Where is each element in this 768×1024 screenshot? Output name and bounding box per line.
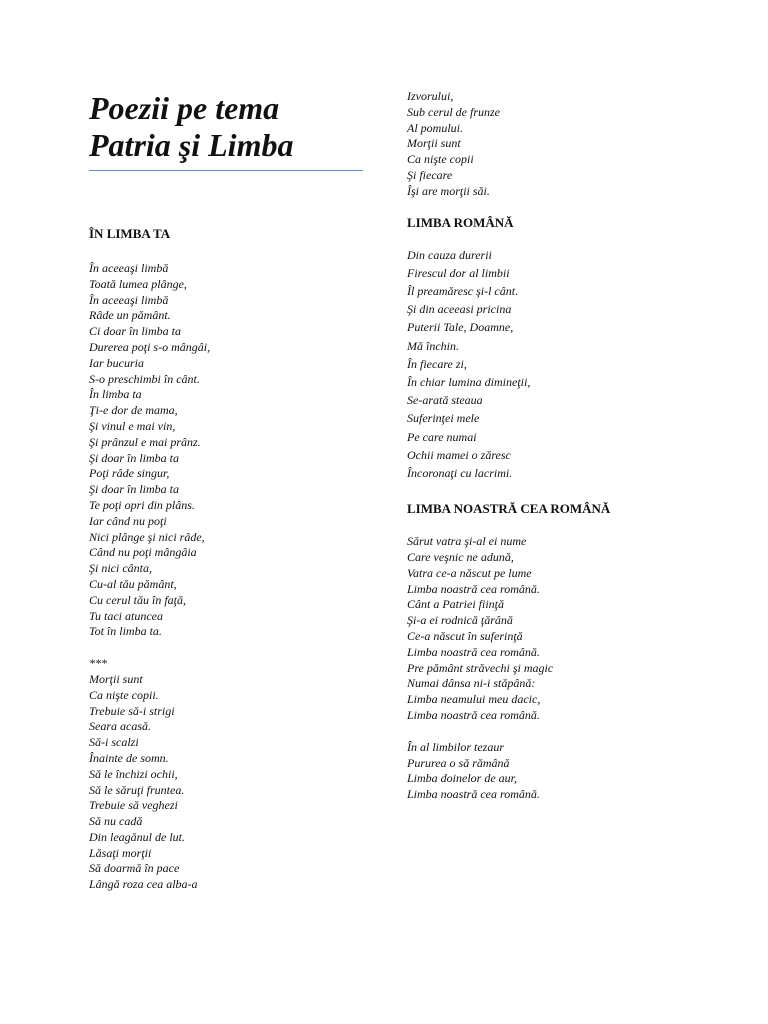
poem-line: Şi din aceeasi pricina bbox=[407, 302, 512, 317]
poem-line: S-o preschimbi în cânt. bbox=[89, 371, 200, 386]
poem-line: Vatra ce-a născut pe lume bbox=[407, 565, 532, 580]
poem-line: Cânt a Patriei fiinţă bbox=[407, 597, 505, 612]
poem-heading-limba-romana: LIMBA ROMÂNĂ bbox=[407, 214, 514, 230]
poem-line: Morţii sunt bbox=[407, 136, 461, 151]
poem-line: Limba noastră cea română. bbox=[407, 787, 540, 802]
poem-line: În chiar lumina dimineţii, bbox=[407, 375, 531, 389]
poem-line: Ca nişte copii. bbox=[89, 687, 159, 702]
title-underline-rule bbox=[89, 170, 363, 171]
poem-line: În limba ta bbox=[89, 387, 142, 402]
poem-line: Să doarmă în pace bbox=[89, 861, 180, 876]
poem-line: Din cauza durerii bbox=[407, 247, 492, 262]
poem-line: Trebuie să-i strigi bbox=[89, 703, 175, 718]
poem-line: În al limbilor tezaur bbox=[407, 739, 505, 754]
poem-line: Poţi râde singur, bbox=[89, 466, 170, 481]
poem-line: Râde un pământ. bbox=[89, 308, 171, 323]
poem-line: Sărut vatra şi-al ei nume bbox=[407, 534, 527, 549]
poem-line: Lângă roza cea alba-a bbox=[89, 877, 198, 892]
poem-line: Tot în limba ta. bbox=[89, 624, 162, 639]
poem-line: Şi-a ei rodnică ţărână bbox=[407, 613, 513, 628]
poem-line: Înainte de somn. bbox=[89, 750, 169, 765]
poem-limba-noastra-stanza-1 bbox=[407, 534, 707, 724]
poem-line: Cu cerul tău în faţă, bbox=[89, 592, 186, 607]
poem-line: Şi doar în limba ta bbox=[89, 482, 180, 497]
poem-line: Să le închizi ochii, bbox=[89, 766, 178, 781]
poem-mortii-sunt bbox=[89, 656, 379, 893]
poem-line: Toată lumea plânge, bbox=[89, 276, 187, 291]
poem-line: În aceeaşi limbă bbox=[89, 261, 169, 275]
poem-line: Firescul dor al limbii bbox=[407, 265, 510, 280]
poem-line: Ţi-e dor de mama, bbox=[89, 403, 178, 418]
poem-line: Limba noastră cea română. bbox=[407, 644, 540, 659]
poem-line: Încoronaţi cu lacrimi. bbox=[407, 466, 513, 481]
poem-line: Care veşnic ne adună, bbox=[407, 550, 514, 565]
poem-line: Mă închin. bbox=[407, 338, 459, 353]
left-column bbox=[89, 226, 379, 893]
poem-line: Şi fiecare bbox=[407, 167, 453, 182]
poem-line: Sub cerul de frunze bbox=[407, 104, 500, 119]
poem-mortii-sunt-continuation bbox=[407, 89, 707, 200]
poem-limba-romana bbox=[407, 246, 707, 483]
poem-line: Limba noastră cea română. bbox=[407, 707, 540, 722]
poem-line: Îl preamăresc şi-l cânt. bbox=[407, 283, 519, 298]
poem-line: Îşi are morţii săi. bbox=[407, 183, 490, 198]
poem-line: Pre pământ străvechi şi magic bbox=[407, 660, 554, 675]
poem-line: Ochii mamei o zăresc bbox=[407, 447, 511, 462]
poem-line: În fiecare zi, bbox=[407, 356, 467, 371]
right-column bbox=[407, 89, 707, 803]
poem-line: Să nu cadă bbox=[89, 814, 143, 829]
poem-line: Suferinţei mele bbox=[407, 411, 480, 426]
poem-line: Limba neamului meu dacic, bbox=[407, 692, 541, 707]
document-title bbox=[89, 90, 379, 164]
poem-line: Cu-al tău pământ, bbox=[89, 576, 177, 591]
poem-line: Al pomului. bbox=[407, 120, 463, 135]
poem-line: Nici plânge şi nici râde, bbox=[89, 529, 205, 544]
poem-line: Iar când nu poţi bbox=[89, 513, 167, 528]
poem-line: Şi vinul e mai vin, bbox=[89, 418, 176, 433]
poem-heading-limba-noastra: LIMBA NOASTRĂ CEA ROMÂNĂ bbox=[407, 501, 611, 517]
title-line-1: Poezii pe tema bbox=[89, 90, 280, 126]
poem-line: Izvorului, bbox=[407, 89, 454, 103]
poem-line: Durerea poţi s-o mângâi, bbox=[89, 339, 211, 354]
poem-line: Limba doinelor de aur, bbox=[407, 771, 518, 786]
poem-line: Te poţi opri din plâns. bbox=[89, 497, 195, 512]
poem-line: Şi doar în limba ta bbox=[89, 450, 180, 465]
poem-line: Din leagănul de lut. bbox=[89, 829, 185, 844]
title-line-2: Patria şi Limba bbox=[89, 127, 294, 163]
poem-line: Lăsaţi morţii bbox=[89, 845, 152, 860]
poem-line: Şi prânzul e mai prânz. bbox=[89, 434, 201, 449]
poem-line: Pe care numai bbox=[407, 429, 477, 444]
poem-line: Şi nici cânta, bbox=[89, 561, 152, 576]
poem-line: Se-arată steaua bbox=[407, 393, 483, 408]
poem-line: Ce-a născut în suferinţă bbox=[407, 629, 523, 643]
poem-line: *** bbox=[89, 656, 107, 671]
poem-line: Pururea o să rămână bbox=[407, 755, 510, 770]
poem-line: Puterii Tale, Doamne, bbox=[407, 320, 514, 335]
poem-line: Numai dânsa ni-i stăpână: bbox=[407, 676, 536, 691]
poem-line: Iar bucuria bbox=[89, 355, 144, 370]
poem-in-limba-ta bbox=[89, 261, 379, 640]
poem-heading-in-limba-ta: ÎN LIMBA TA bbox=[89, 226, 171, 241]
poem-line: Trebuie să veghezi bbox=[89, 798, 178, 813]
poem-line: Când nu poţi mângâia bbox=[89, 545, 197, 560]
poem-line: Morţii sunt bbox=[89, 671, 143, 686]
poem-line: În aceeaşi limbă bbox=[89, 292, 169, 307]
poem-line: Să le săruţi fruntea. bbox=[89, 782, 185, 797]
poem-limba-noastra-stanza-2 bbox=[407, 740, 707, 803]
poem-line: Să-i scalzi bbox=[89, 735, 139, 750]
poem-line: Tu taci atuncea bbox=[89, 608, 163, 623]
poem-line: Ca nişte copii bbox=[407, 152, 474, 167]
poem-line: Seara acasă. bbox=[89, 719, 151, 734]
poem-line: Limba noastră cea română. bbox=[407, 581, 540, 596]
poem-line: Ci doar în limba ta bbox=[89, 324, 182, 339]
